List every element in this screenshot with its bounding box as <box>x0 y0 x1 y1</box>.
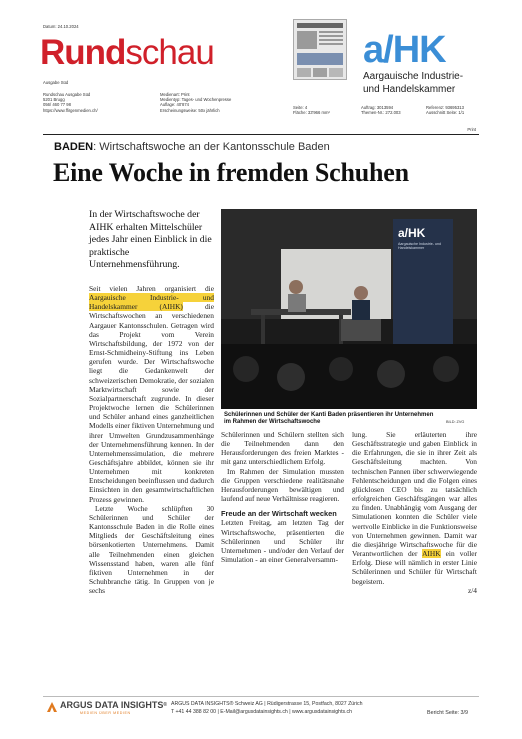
page-block <box>293 105 330 115</box>
page-line: Seite: 4 <box>293 105 308 110</box>
kicker-text: : Wirtschaftswoche an der Kantonsschule Baden <box>93 141 330 153</box>
photo-caption: Schülerinnen und Schüler der Kanti Baden präsentieren ihr Unternehmen im Rahmen der Wirtschaftswoche <box>224 412 434 426</box>
paragraph: Letzten Freitag, am letzten Tag der Wirtschaftswoche, präsentierten die Schülerinnen und Schüler ihr Unternehmen - und/oder den Verlauf der Simulation - an einer Generalversamm- <box>221 518 344 565</box>
publisher-line: https://www.ffirgenmedien.ch/ <box>43 107 98 113</box>
print-label: Print <box>467 127 476 132</box>
media-line: Medienart: Print <box>160 92 190 97</box>
argus-brand: ARGUS DATA INSIGHTS® <box>60 700 168 710</box>
page-line: Fläche: 33'966 mm² <box>293 110 330 116</box>
report-page: Bericht Seite: 3/9 <box>427 710 469 716</box>
article-lead: In der Wirtschaftswoche der AIHK erhalten Mittelschüler jedes Jahr einen Einblick in die praktische Unternehmensführung. <box>89 209 212 271</box>
footer-contact <box>171 700 363 716</box>
order-line: Themen-Nr.: 272.003 <box>361 110 401 116</box>
footer-divider <box>43 696 479 697</box>
highlight-aihk: Aargauische Industrie- und Handelskammer (AIHK) <box>89 293 214 312</box>
paragraph: lung. Sie erläuterten ihre Geschäftsstrategie und gaben Einblick in die Erfahrungen, die sie in ihrer Zeit als Geschäftsleitung machten. Von technischen Pannen über schwerwiegende Fehlentscheidungen und die Folgen eines glücklosen CEO bis zu tatsächlich erfolgreichen Geschäftsgängen war alles zu finden. Unabhängig vom Ausgang der Simulationen konnten die Schüler viele wertvolle Einblicke in die Funktionsweise von Unternehmen gewinnen. Damit war die diesjährige Wirtschaftswoche für die Verantwortlichen der AIHK ein voller Erfolg. Diese will nämlich in erster Linie Schülerinnen und Schüler für Wirtschaft begeistern. <box>352 430 477 586</box>
column-1 <box>89 284 214 595</box>
aihk-logo-mark: a/HK <box>363 29 446 71</box>
highlight-aihk: AIHK <box>422 549 441 559</box>
media-line: Auflage: 40'874 <box>160 102 189 108</box>
page-thumbnail <box>293 19 347 80</box>
aihk-logo <box>363 30 463 96</box>
kicker <box>54 141 330 154</box>
order-block <box>361 105 401 115</box>
masthead-right: schau <box>125 33 214 72</box>
aihk-name-line1: Aargauische Industrie- <box>363 71 464 82</box>
order-line: Auftrag: 3013594 <box>361 105 394 110</box>
paragraph: Letzte Woche schlüpften 30 Schülerinnen und Schüler der Kantonsschule Baden in die Rolle eines Mitglieds der Geschäftsleitung eines börsenkotierten Unternehmens. Damit alle Teilnehmenden einen gleichen Wissensstand haben, waren alle fünf fiktiven Unternehmen in der Schuhbranche tätig. In Gruppen von je sechs <box>89 503 214 596</box>
publisher-block <box>43 92 98 113</box>
masthead <box>40 33 214 73</box>
ref-line: Ausschnitt Seite: 1/1 <box>426 110 465 116</box>
edition: Ausgabe Süd <box>43 80 69 85</box>
footer-phone-email: T +41 44 388 82 00 | E-Mail@argusdatainsights.ch | www.argusdatainsights.ch <box>171 709 353 715</box>
footer-address: ARGUS DATA INSIGHTS® Schweiz AG | Rüdigerstrasse 15, Postfach, 8027 Zürich <box>171 701 363 707</box>
publisher-line: Rundschau Ausgabe Süd <box>43 92 91 97</box>
media-block <box>160 92 231 113</box>
date-line: Datum: 24.10.2024 <box>43 24 79 29</box>
argus-mark-icon <box>46 701 58 713</box>
photo-banner-logo: a/HK <box>398 226 426 240</box>
kicker-place: BADEN <box>54 141 94 153</box>
argus-tagline: MEDIEN ÜBER MEDIEN <box>80 711 131 715</box>
photo-banner-text: Aargauische Industrie- und Handelskammer <box>398 242 441 251</box>
paragraph: Seit vielen Jahren organisiert die Aargauische Industrie- und Handelskammer (AIHK) die Wirtschaftswochen an verschiedenen Aargauer Kantonsschulen. Getragen wird das Projekt vom Verein Wirtschaftsbildung, der 1972 von der Ernst-Schmidheiny-Stiftung ins Leben gerufen wurde. Der Wirtschaftswoche liegt die Gedankenwelt der schweizerischen Demokratie, der sozialen Marktwirtschaft sowie der Sozialpartnerschaft zugrunde. In dieser Projektwoche lernen die Schülerinnen und Schüler anhand eines ganzheitlichen Modells einer fiktiven Unternehmung und ihrer Umwelten Grundzusammenhänge der Unternehmensführung kennen. In der Unternehmenssimulation, die mehrere Geschäftsjahre abbildet, können sie ihr Unternehmen mit konkreten Entscheidungen beeinflussen und dadurch Einsichten in den gesamtwirtschaftlichen Prozess gewinnen. <box>89 284 214 504</box>
article-photo <box>221 209 477 409</box>
paragraph: Im Rahmen der Simulation mussten die Gruppen verschiedene realitätsnahe Herausforderungen bewältigen und laufend auf neue Verhältnisse reagieren. <box>221 466 344 504</box>
photo-banner <box>398 227 446 251</box>
column-3 <box>352 430 477 595</box>
publisher-line: 056/ 460 77 98 <box>43 102 71 108</box>
photo-credit: BILD: ZVG <box>446 420 465 424</box>
paragraph: Schülerinnen und Schülern stellten sich die Teilnehmenden dann den Herausforderungen des freien Marktes - mit ganz unterschiedlichem Erfolg. <box>221 430 344 467</box>
subheading: Freude an der Wirtschaft wecken <box>221 509 337 519</box>
masthead-left: Rund <box>40 33 126 72</box>
header-divider <box>43 134 479 135</box>
ref-line: Referenz: 93695313 <box>426 105 464 110</box>
media-line: Medientyp: Tages- und Wochenpresse <box>160 97 232 103</box>
media-line: Erscheinungsweise: 50x jährlich <box>160 107 220 113</box>
column-2 <box>221 430 344 564</box>
aihk-name-line2: und Handelskammer <box>363 83 456 95</box>
publisher-line: 5201 Brugg <box>43 97 65 103</box>
reference-block <box>426 105 464 115</box>
article-title: Eine Woche in fremden Schuhen <box>53 158 409 187</box>
signoff: z/4 <box>467 585 477 595</box>
